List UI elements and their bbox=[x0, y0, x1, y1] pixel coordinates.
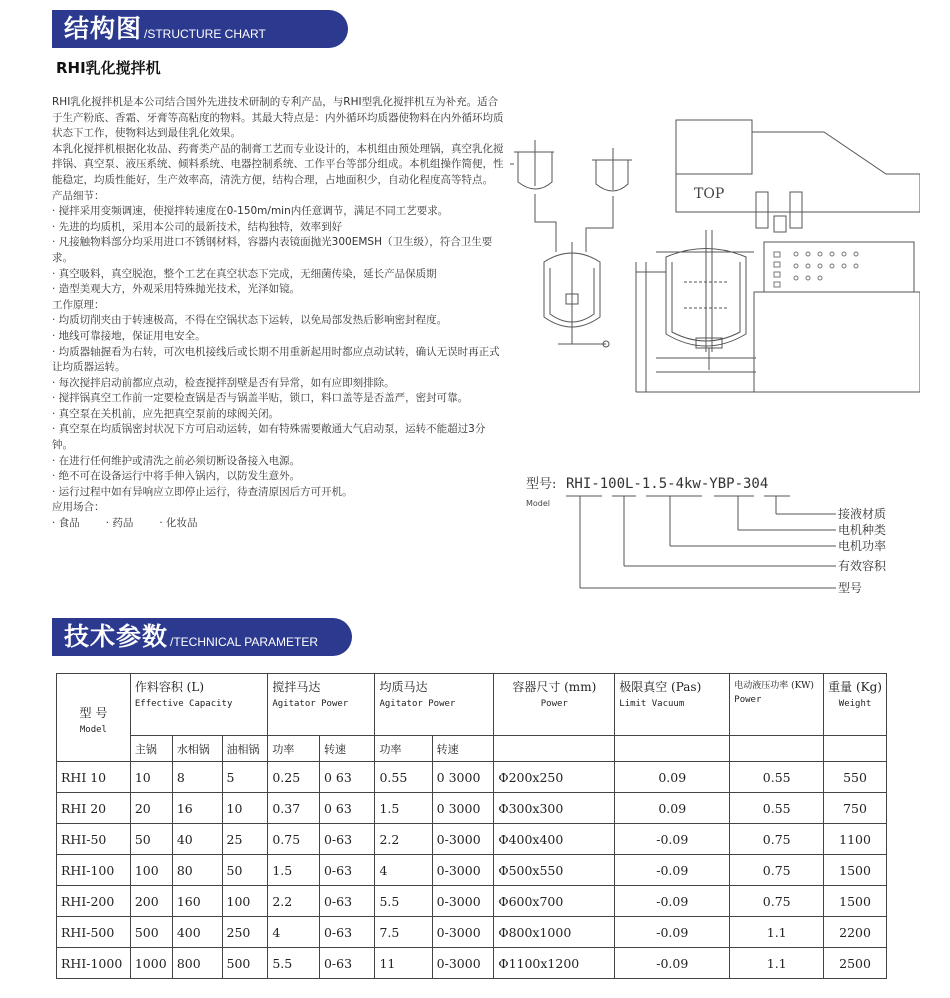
description-line: RHI乳化搅拌机是本公司结合国外先进技术研制的专利产品，与RHI型乳化搅拌机互为补充。适合于生产粉底、香霜、牙膏等高粘度的物料。其最大特点是：内外循环均质器使物料在内外循环均质状态下工作，使物料达到最佳乳化效果。 bbox=[52, 96, 504, 140]
table-row bbox=[57, 948, 887, 979]
model-code: RHI-100L-1.5-4kw-YBP-304 bbox=[566, 476, 769, 492]
table-cell: 0.75 bbox=[730, 855, 824, 886]
description-line: 产品细节： bbox=[52, 189, 105, 202]
table-cell: 25 bbox=[222, 824, 268, 855]
subheader-cell: 转速 bbox=[432, 736, 494, 762]
table-cell: 0.55 bbox=[730, 762, 824, 793]
table-cell: 8 bbox=[172, 762, 222, 793]
banner-title-en: /STRUCTURE CHART bbox=[144, 27, 266, 41]
table-cell: Φ600x700 bbox=[494, 886, 615, 917]
table-row bbox=[57, 824, 887, 855]
table-cell: 160 bbox=[172, 886, 222, 917]
model-code-diagram bbox=[520, 468, 900, 598]
table-cell: 11 bbox=[375, 948, 432, 979]
table-cell: 0-63 bbox=[319, 948, 375, 979]
main-tank-small-icon bbox=[544, 242, 609, 347]
subheader-cell: 功率 bbox=[268, 736, 320, 762]
table-cell: 0 63 bbox=[319, 793, 375, 824]
description-line: 工作原理： bbox=[52, 298, 105, 311]
table-cell: RHI-500 bbox=[57, 917, 131, 948]
table-cell: 1.1 bbox=[730, 948, 824, 979]
table-cell: 0-3000 bbox=[432, 886, 494, 917]
subheader-cell: 功率 bbox=[375, 736, 432, 762]
table-cell: 1100 bbox=[824, 824, 887, 855]
application-item: · 化妆品 bbox=[159, 517, 198, 530]
model-en-label: Model bbox=[526, 499, 551, 508]
table-cell: 4 bbox=[268, 917, 320, 948]
table-cell: 1.1 bbox=[730, 917, 824, 948]
table-cell: 0.75 bbox=[730, 886, 824, 917]
subheader-cell: 油相锅 bbox=[222, 736, 268, 762]
header-size: 容器尺寸 (mm) Power bbox=[494, 674, 615, 736]
application-item: · 食品 bbox=[52, 517, 80, 530]
table-row bbox=[57, 917, 887, 948]
table-cell: 0.09 bbox=[615, 762, 730, 793]
applications-list bbox=[52, 516, 504, 532]
table-body bbox=[57, 762, 887, 979]
table-cell: 0-3000 bbox=[432, 824, 494, 855]
description-line: · 真空泵在关机前，应先把真空泵前的球阀关闭。 bbox=[52, 407, 280, 420]
header-weight: 重量 (Kg) Weight bbox=[824, 674, 887, 736]
table-row bbox=[57, 855, 887, 886]
table-cell: 100 bbox=[222, 886, 268, 917]
table-cell: 0-63 bbox=[319, 886, 375, 917]
description-line: 本乳化搅拌机根据化妆品、药膏类产品的制膏工艺而专业设计的，本机组由预处理锅，真空乳化搅拌锅、真空泵、液压系统、倾料系统、电器控制系统、工作平台等部分组成。本机组操作简便，性能稳定，均质性能好，生产效率高，清洗方便，结构合理，占地面积少，自动化程度高等特点。 bbox=[52, 142, 504, 186]
table-cell: 5.5 bbox=[375, 886, 432, 917]
description-line: · 均质切削夹由于转速极高，不得在空锅状态下运转，以免局部发热后影响密封程度。 bbox=[52, 314, 448, 327]
label-model: 型号 bbox=[838, 581, 863, 595]
table-cell: RHI 10 bbox=[57, 762, 131, 793]
table-cell: 2.2 bbox=[375, 824, 432, 855]
table-cell: 0 63 bbox=[319, 762, 375, 793]
table-cell: 20 bbox=[130, 793, 172, 824]
description-line: · 运行过程中如有异响应立即停止运行，待查清原因后方可开机。 bbox=[52, 485, 353, 498]
description-line: · 绝不可在设备运行中将手伸入锅内，以防发生意外。 bbox=[52, 470, 301, 483]
table-cell: 800 bbox=[172, 948, 222, 979]
subheader-cell: 主锅 bbox=[130, 736, 172, 762]
table-cell: -0.09 bbox=[615, 855, 730, 886]
table-cell: 0.75 bbox=[268, 824, 320, 855]
header-capacity: 作料容积 (L) Effective Capacity bbox=[130, 674, 267, 736]
product-description bbox=[52, 95, 504, 532]
table-cell: 10 bbox=[222, 793, 268, 824]
vacuum-emulsifier-machine-icon bbox=[636, 120, 920, 392]
pretreatment-tank-left-icon bbox=[510, 140, 554, 208]
table-cell: RHI-1000 bbox=[57, 948, 131, 979]
table-cell: 100 bbox=[130, 855, 172, 886]
table-cell: Φ800x1000 bbox=[494, 917, 615, 948]
label-capacity: 有效容积 bbox=[838, 559, 887, 573]
table-cell: -0.09 bbox=[615, 948, 730, 979]
description-line: · 凡接触物料部分均采用进口不锈钢材料，容器内表镜面抛光300EMSH（卫生级），符合卫生要求。 bbox=[52, 236, 493, 264]
machine-structure-drawing bbox=[506, 112, 920, 402]
table-cell: 0.55 bbox=[375, 762, 432, 793]
product-title: RHI乳化搅拌机 bbox=[56, 59, 161, 77]
table-cell: 0 3000 bbox=[432, 793, 494, 824]
banner-title-cn: 技术参数 bbox=[64, 622, 169, 651]
table-cell: 16 bbox=[172, 793, 222, 824]
table-cell: 1500 bbox=[824, 886, 887, 917]
header-lift-power: 电动液压功率 (KW) Power bbox=[730, 674, 824, 736]
table-cell: -0.09 bbox=[615, 917, 730, 948]
table-cell: 550 bbox=[824, 762, 887, 793]
description-line: · 搅拌采用变频调速，使搅拌转速度在0-150m/min内任意调节，满足不同工艺要求。 bbox=[52, 205, 449, 218]
table-cell: 0 3000 bbox=[432, 762, 494, 793]
subheader-cell: 水相锅 bbox=[172, 736, 222, 762]
table-cell: 5 bbox=[222, 762, 268, 793]
header-agitator: 搅拌马达 Agitator Power bbox=[268, 674, 375, 736]
table-cell: 250 bbox=[222, 917, 268, 948]
table-cell: 0.09 bbox=[615, 793, 730, 824]
header-model: 型 号 Model bbox=[57, 674, 131, 762]
table-cell: 2.2 bbox=[268, 886, 320, 917]
table-cell: Φ1100x1200 bbox=[494, 948, 615, 979]
description-line: · 地线可靠接地，保证用电安全。 bbox=[52, 329, 206, 342]
table-row bbox=[57, 762, 887, 793]
table-header-row bbox=[57, 674, 887, 736]
description-line: · 在进行任何维护或清洗之前必须切断设备接入电源。 bbox=[52, 454, 301, 467]
description-line: · 先进的均质机，采用本公司的最新技术，结构独特，效率到好 bbox=[52, 220, 343, 233]
table-cell: Φ400x400 bbox=[494, 824, 615, 855]
table-cell: 40 bbox=[172, 824, 222, 855]
table-cell: 0-3000 bbox=[432, 948, 494, 979]
table-cell: Φ500x550 bbox=[494, 855, 615, 886]
description-line: · 每次搅拌启动前都应点动，检查搅拌刮壁是否有异常，如有应即刻排除。 bbox=[52, 376, 395, 389]
label-material: 接液材质 bbox=[838, 507, 887, 521]
table-cell: 0-3000 bbox=[432, 855, 494, 886]
description-line: · 均质器轴握看为右转，可次电机接线后或长期不用重新起用时都应点动试转，确认无误时再正式让均质器运转。 bbox=[52, 345, 500, 374]
banner-title-en: /TECHNICAL PARAMETER bbox=[170, 635, 319, 649]
header-vacuum: 极限真空 (Pas) Limit Vacuum bbox=[615, 674, 730, 736]
technical-parameter-table bbox=[56, 673, 887, 979]
table-cell: Φ200x250 bbox=[494, 762, 615, 793]
table-subheader-row bbox=[57, 736, 887, 762]
description-line: · 造型美观大方，外观采用特殊抛光技术，光泽如镜。 bbox=[52, 283, 301, 296]
table-cell: 0-63 bbox=[319, 855, 375, 886]
table-cell: 0.37 bbox=[268, 793, 320, 824]
table-cell: 750 bbox=[824, 793, 887, 824]
table-cell: 200 bbox=[130, 886, 172, 917]
table-cell: -0.09 bbox=[615, 886, 730, 917]
table-cell: 500 bbox=[222, 948, 268, 979]
table-cell: 10 bbox=[130, 762, 172, 793]
description-line: · 真空泵在均质锅密封状况下方可启动运转，如有特殊需要敞通大气启动泵，运转不能超过3分钟。 bbox=[52, 423, 486, 452]
table-cell: 1500 bbox=[824, 855, 887, 886]
top-label: TOP bbox=[694, 186, 725, 202]
table-cell: 1.5 bbox=[268, 855, 320, 886]
table-cell: 50 bbox=[222, 855, 268, 886]
table-cell: 5.5 bbox=[268, 948, 320, 979]
table-cell: 2200 bbox=[824, 917, 887, 948]
table-row bbox=[57, 886, 887, 917]
application-item: · 药品 bbox=[105, 517, 134, 530]
table-cell: RHI-100 bbox=[57, 855, 131, 886]
table-cell: Φ300x300 bbox=[494, 793, 615, 824]
table-cell: 0-63 bbox=[319, 917, 375, 948]
header-homogenizer: 均质马达 Agitator Power bbox=[375, 674, 494, 736]
table-cell: 0-63 bbox=[319, 824, 375, 855]
table-row bbox=[57, 793, 887, 824]
description-line: · 搅拌锅真空工作前一定要检查锅是否与锅盖半贴，锁口，料口盖等是否盖严，密封可靠。 bbox=[52, 392, 469, 405]
table-cell: 80 bbox=[172, 855, 222, 886]
table-cell: 2500 bbox=[824, 948, 887, 979]
model-prefix: 型号: bbox=[526, 477, 557, 492]
table-cell: 500 bbox=[130, 917, 172, 948]
table-cell: 400 bbox=[172, 917, 222, 948]
table-cell: 50 bbox=[130, 824, 172, 855]
table-cell: RHI-50 bbox=[57, 824, 131, 855]
description-line: · 真空吸料，真空脱泡，整个工艺在真空状态下完成，无细菌传染，延长产品保质期 bbox=[52, 267, 437, 280]
label-motor-type: 电机种类 bbox=[838, 523, 887, 537]
table-cell: 4 bbox=[375, 855, 432, 886]
table-cell: 1.5 bbox=[375, 793, 432, 824]
table-cell: -0.09 bbox=[615, 824, 730, 855]
table-cell: RHI 20 bbox=[57, 793, 131, 824]
technical-parameter-banner bbox=[52, 618, 352, 656]
structure-chart-banner bbox=[52, 10, 348, 48]
table-cell: 0.25 bbox=[268, 762, 320, 793]
description-line: 应用场合： bbox=[52, 501, 105, 514]
pretreatment-tank-right-icon bbox=[592, 148, 632, 210]
table-cell: 0-3000 bbox=[432, 917, 494, 948]
label-motor-power: 电机功率 bbox=[838, 539, 887, 553]
table-cell: 0.75 bbox=[730, 824, 824, 855]
table-cell: 1000 bbox=[130, 948, 172, 979]
table-cell: 7.5 bbox=[375, 917, 432, 948]
table-cell: RHI-200 bbox=[57, 886, 131, 917]
subheader-cell: 转速 bbox=[319, 736, 375, 762]
banner-title-cn: 结构图 bbox=[64, 14, 143, 43]
table-cell: 0.55 bbox=[730, 793, 824, 824]
